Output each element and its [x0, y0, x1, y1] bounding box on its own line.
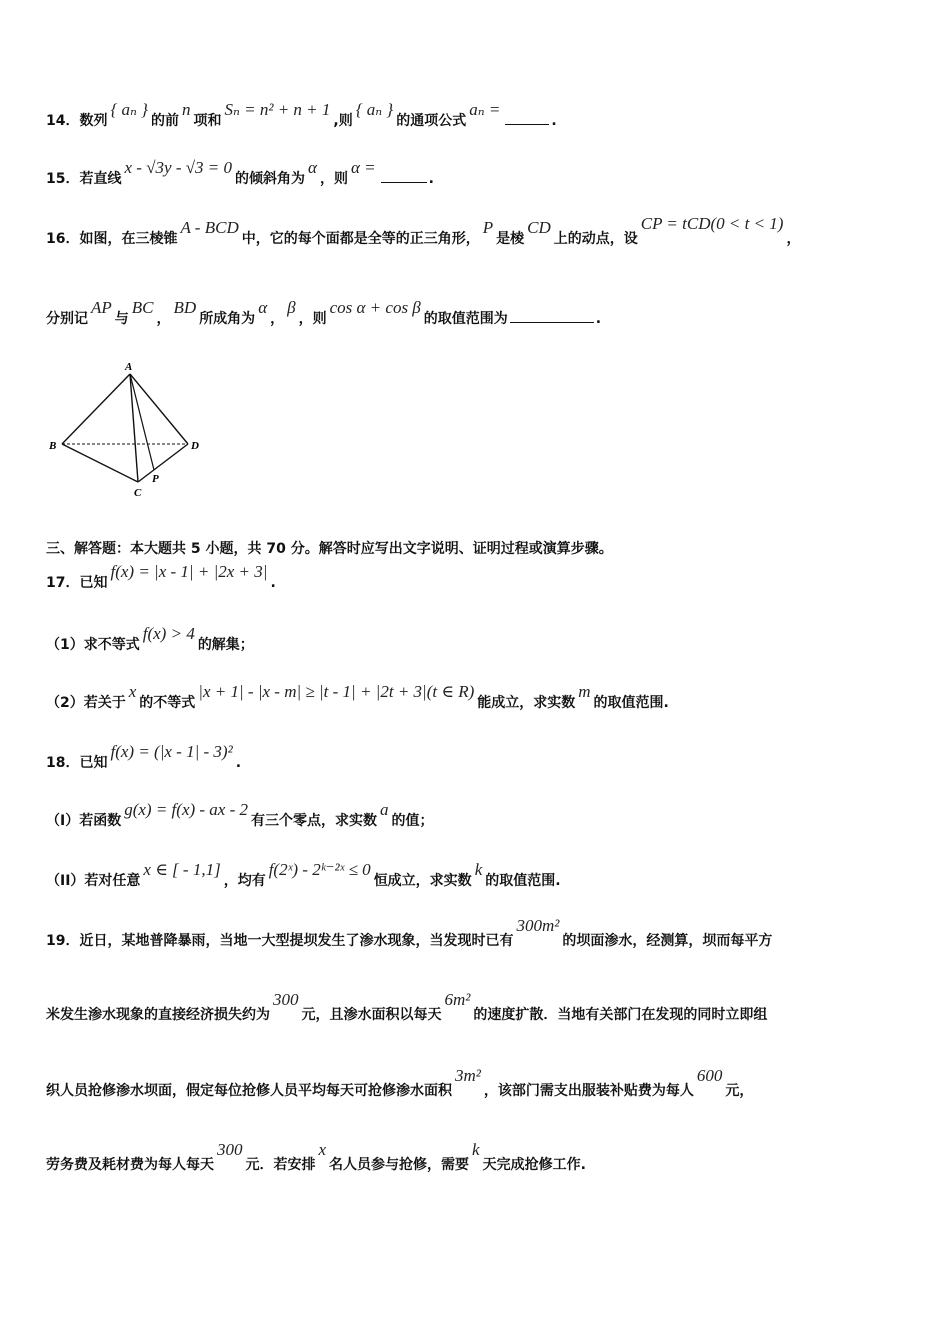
q17-part-label: （1）	[46, 637, 84, 653]
q18-math-interval: x ∈ [ - 1,1]	[143, 860, 221, 879]
q18-text: ，均有	[223, 873, 266, 889]
q17-text: 已知	[79, 575, 108, 591]
q18-text: 已知	[79, 755, 108, 771]
question-17-part-1	[46, 624, 254, 654]
q15-math-alpha-eq: α =	[350, 158, 376, 177]
q14-answer-blank[interactable]	[505, 123, 549, 125]
q19-text: 的速度扩散．当地有关部门在发现的同时立即组	[473, 1007, 768, 1023]
q19-math-labor: 300	[217, 1140, 243, 1159]
q16-text: 所成角为	[199, 311, 256, 327]
q17-text: 的解集；	[197, 637, 254, 653]
q16-math-cp: CP = tCD(0 < t < 1)	[640, 214, 784, 233]
q15-math-line: x - √3y - √3 = 0	[124, 158, 233, 177]
q18-math-gx: g(x) = f(x) - ax - 2	[124, 800, 249, 819]
q16-text: ，	[156, 311, 171, 327]
q15-text: ，则	[319, 171, 348, 187]
q15-text: .	[428, 171, 434, 187]
q17-part-label: （2）	[46, 695, 84, 711]
q14-number: 14．	[46, 113, 80, 129]
question-18-part-1	[46, 800, 434, 830]
question-17	[46, 562, 276, 592]
q17-math-inequality: f(x) > 4	[142, 624, 195, 643]
q17-math-x: x	[128, 682, 137, 701]
q16-text: 上的动点，设	[553, 231, 638, 247]
q17-text: 的不等式	[139, 695, 196, 711]
q18-math-inequality: f(2ˣ) - 2ᵏ⁻²ˣ ≤ 0	[268, 860, 371, 879]
q19-math-area: 300m²	[516, 916, 560, 935]
q16-math-alpha: α	[258, 298, 268, 317]
q14-math-sequence: { aₙ }	[110, 100, 148, 119]
q18-text: 的值；	[391, 813, 434, 829]
question-14	[46, 100, 557, 130]
q19-number: 19．	[46, 933, 80, 949]
question-17-part-2	[46, 682, 669, 712]
edge-ab	[62, 374, 130, 444]
q19-math-rate: 6m²	[444, 990, 471, 1009]
q19-math-x: x	[318, 1140, 327, 1159]
q15-text: 的倾斜角为	[235, 171, 306, 187]
question-16-line-2	[46, 298, 602, 328]
q18-text: 恒成立，求实数	[373, 873, 472, 889]
q16-text: 如图，在三棱锥	[79, 231, 178, 247]
q19-text: 近日，某地普降暴雨，当地一大型提坝发生了渗水现象，当发现时已有	[79, 933, 514, 949]
q16-math-cos-sum: cos α + cos β	[329, 298, 421, 317]
q18-part-label: （II）	[46, 873, 85, 889]
pyramid-figure	[44, 356, 214, 506]
q16-math-ap: AP	[91, 298, 112, 317]
q16-math-p: P	[482, 218, 494, 237]
q19-text: 元．若安排	[245, 1157, 316, 1173]
q17-text: 求不等式	[83, 637, 140, 653]
q16-text: ，	[786, 231, 801, 247]
q16-text: .	[595, 311, 602, 327]
q16-math-bc: BC	[131, 298, 154, 317]
q14-math-n: n	[181, 100, 191, 119]
question-19-line-4	[46, 1140, 586, 1174]
q17-math-inequality-2: |x + 1| - |x - m| ≥ |t - 1| + |2t + 3|(t ∈ R)	[198, 682, 475, 701]
q19-text: 织人员抢修渗水坝面，假定每位抢修人员平均每天可抢修渗水面积	[46, 1083, 452, 1099]
question-19-line-3	[46, 1066, 754, 1100]
q18-math-a: a	[380, 800, 389, 819]
q19-math-k: k	[472, 1140, 480, 1159]
q17-text: 的取值范围.	[593, 695, 669, 711]
q17-text: .	[270, 575, 276, 591]
q15-text: 若直线	[79, 171, 122, 187]
question-19-line-2	[46, 990, 768, 1024]
q19-text: 元，	[725, 1083, 754, 1099]
q14-text: 的前	[150, 113, 179, 129]
question-18-part-2	[46, 860, 561, 890]
q19-math-repair-area: 3m²	[455, 1066, 481, 1085]
q14-text: ,则	[333, 113, 353, 129]
q14-text: .	[551, 113, 557, 129]
q18-text: .	[235, 755, 242, 771]
q16-answer-blank[interactable]	[510, 321, 594, 323]
q19-text: 米发生渗水现象的直接经济损失约为	[46, 1007, 270, 1023]
section-heading: 三、解答题：本大题共 5 小题，共 70 分。解答时应写出文字说明、证明过程或演算步骤。	[46, 541, 613, 557]
q18-text: 若函数	[79, 813, 122, 829]
q15-number: 15．	[46, 171, 80, 187]
q17-text: 能成立，求实数	[477, 695, 576, 711]
q19-math-subsidy: 600	[696, 1066, 723, 1085]
q18-math-k: k	[474, 860, 483, 879]
q16-text: ，则	[298, 311, 327, 327]
q18-text: 的取值范围.	[485, 873, 561, 889]
q16-text: 是棱	[496, 231, 525, 247]
edge-cd	[138, 444, 188, 482]
q19-text: 元，且渗水面积以每天	[301, 1007, 442, 1023]
q16-text: 与	[114, 311, 129, 327]
q15-math-alpha: α	[308, 158, 317, 177]
q14-math-sequence: { aₙ }	[355, 100, 394, 119]
q18-number: 18．	[46, 755, 80, 771]
q16-math-bd: BD	[173, 298, 197, 317]
q17-math-m: m	[578, 682, 591, 701]
q19-text: 名人员参与抢修，需要	[329, 1157, 470, 1173]
q16-text: 的取值范围为	[423, 311, 508, 327]
q14-text: 的通项公式	[396, 113, 467, 129]
q16-text: 中，它的每个面都是全等的正三角形，	[241, 231, 480, 247]
q19-text: 劳务费及耗材费为每人每天	[46, 1157, 214, 1173]
q17-math-fx: f(x) = |x - 1| + |2x + 3|	[110, 562, 268, 581]
q18-text: 若对任意	[84, 873, 141, 889]
q17-text: 若关于	[83, 695, 126, 711]
q19-text: 的坝面渗水，经测算，坝而每平方	[562, 933, 773, 949]
question-16	[46, 214, 801, 248]
q18-part-label: （I）	[46, 813, 80, 829]
q14-text: 项和	[193, 113, 222, 129]
question-15	[46, 158, 434, 188]
edge-bc	[62, 444, 138, 482]
q14-math-sum: Sₙ = n² + n + 1	[224, 100, 331, 119]
q16-math-beta: β	[287, 298, 296, 317]
q16-text: ，	[270, 311, 285, 327]
q14-math-an: aₙ =	[469, 100, 501, 119]
q19-text: 天完成抢修工作.	[482, 1157, 586, 1173]
q17-number: 17．	[46, 575, 80, 591]
q19-math-loss: 300	[273, 990, 299, 1009]
q18-text: 有三个零点，求实数	[251, 813, 378, 829]
label-c: C	[134, 487, 142, 499]
question-19	[46, 916, 773, 950]
label-b: B	[49, 440, 57, 452]
q16-math-cd: CD	[527, 218, 551, 237]
q16-text: 分别记	[46, 311, 88, 327]
label-p: P	[152, 473, 159, 485]
q16-math-pyramid: A - BCD	[180, 218, 239, 237]
q14-text: 数列	[79, 113, 108, 129]
q18-math-fx: f(x) = (|x - 1| - 3)²	[110, 742, 233, 761]
question-18	[46, 742, 242, 772]
label-a: A	[125, 361, 133, 373]
q15-answer-blank[interactable]	[381, 181, 427, 183]
q16-number: 16．	[46, 231, 80, 247]
label-d: D	[191, 440, 199, 452]
q19-text: ，该部门需支出服装补贴费为每人	[483, 1083, 694, 1099]
